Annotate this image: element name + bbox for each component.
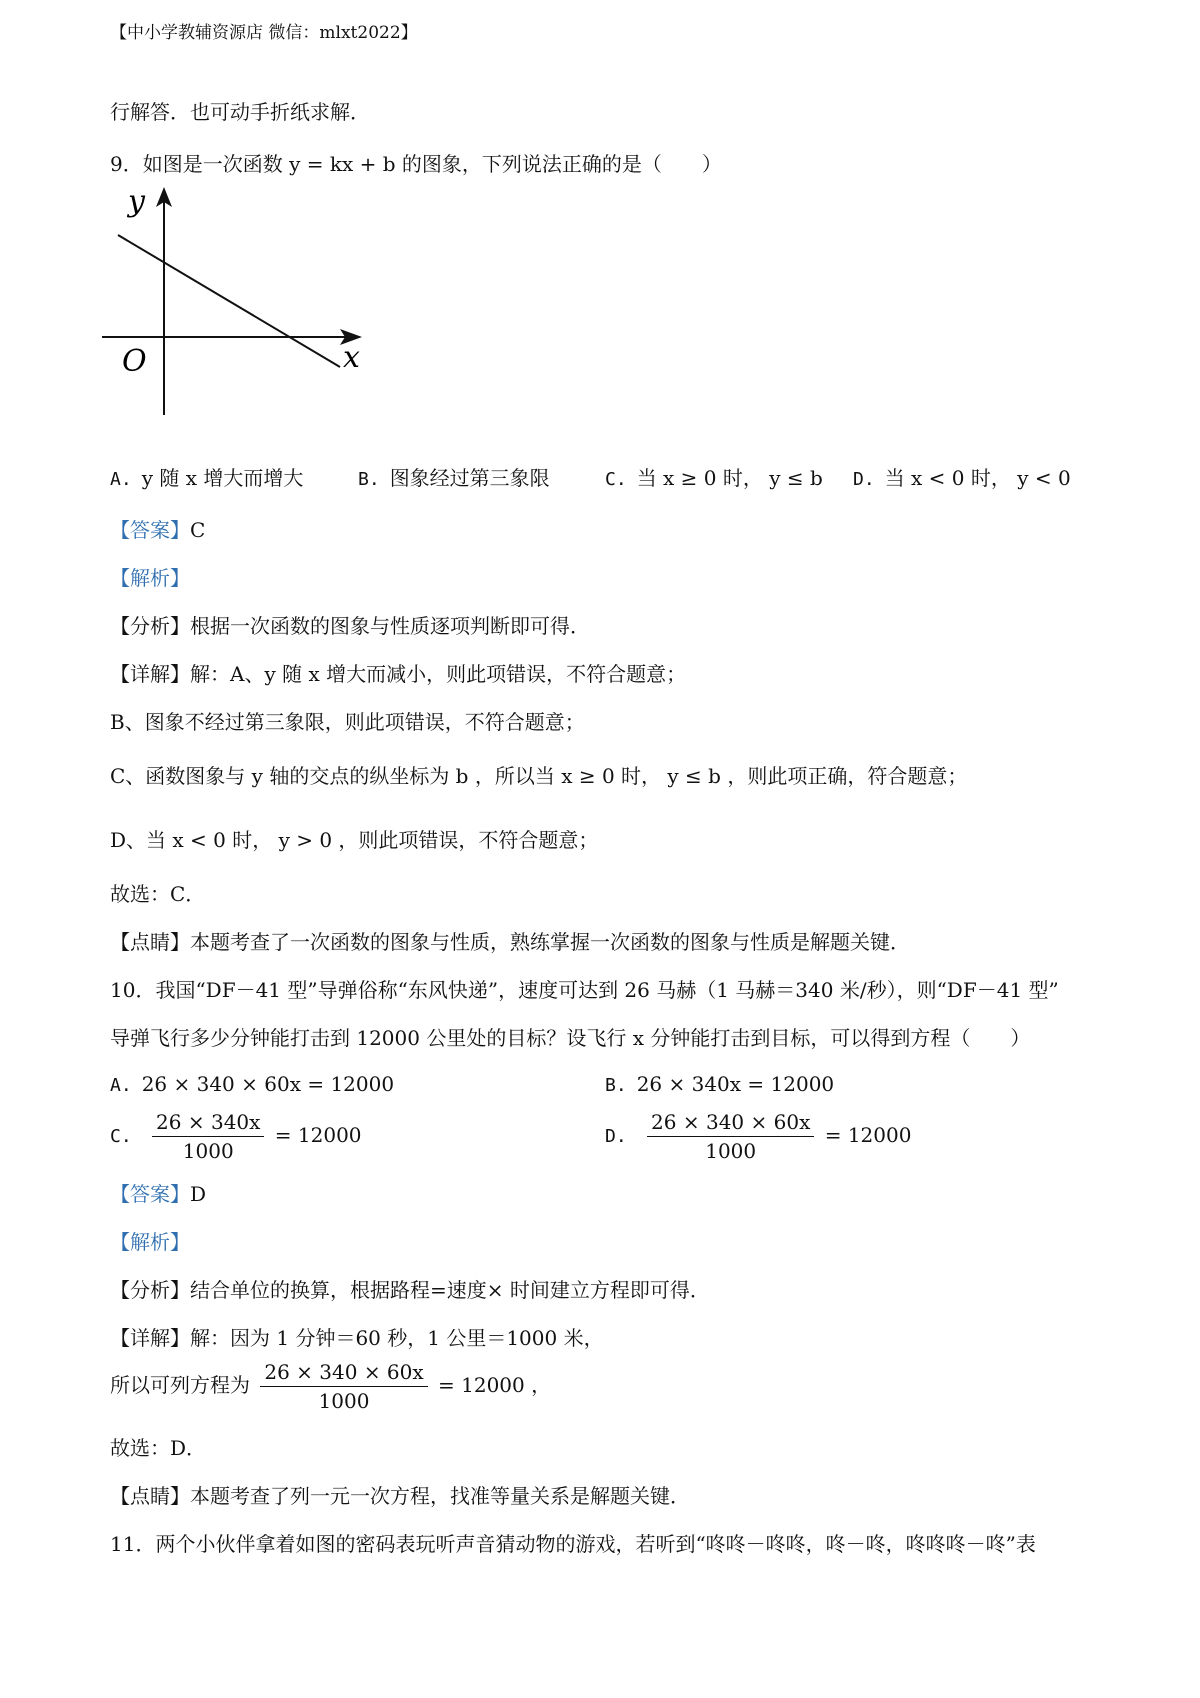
linear-function-graph: [100, 185, 390, 425]
q10-analysis: 【分析】结合单位的换算，根据路程=速度× 时间建立方程即可得．: [110, 1278, 710, 1302]
q10-option-d: D. $\frac{26 \times 340 \times 60x}{1000}$ = 12000: [605, 1110, 912, 1163]
question-10-stem-2: 导弹飞行多少分钟能打击到 12000 公里处的目标？设飞行 x 分钟能打击到目标，可以得到方程（ ）: [110, 1026, 1031, 1050]
q10-choice: 故选：D．: [110, 1436, 207, 1460]
q9-detail-a: 【详解】解：A、y 随 x 增大而减小，则此项错误，不符合题意；: [110, 662, 687, 686]
q9-detail-c: C、函数图象与 y 轴的交点的纵坐标为 b ，所以当 x ≥ 0 时， y ≤ b ，则此项正确，符合题意；: [110, 764, 968, 788]
question-9-stem: 9．如图是一次函数 y = kx + b 的图象，下列说法正确的是（ ）: [110, 152, 722, 176]
q10-option-c-fraction: $\frac{26 \times 340x}{1000}$: [152, 1110, 264, 1163]
q9-option-c: C. 当 x ≥ 0 时， y ≤ b: [605, 466, 823, 490]
q10-equation-fraction: $\frac{26 \times 340 \times 60x}{1000}$: [260, 1360, 427, 1413]
q10-detail: 【详解】解：因为 1 分钟＝60 秒，1 公里＝1000 米，: [110, 1326, 604, 1350]
q9-comment: 【点睛】本题考查了一次函数的图象与性质，熟练掌握一次函数的图象与性质是解题关键．: [110, 930, 910, 954]
q10-option-a: A. 26 × 340 × 60x = 12000: [110, 1072, 395, 1096]
origin-label: O: [122, 344, 147, 379]
q10-option-b: B. 26 × 340x = 12000: [605, 1072, 835, 1096]
q10-answer: 【答案】D: [110, 1182, 207, 1206]
q9-analysis: 【分析】根据一次函数的图象与性质逐项判断即可得．: [110, 614, 590, 638]
q10-option-c: C. $\frac{26 \times 340x}{1000}$ = 12000: [110, 1110, 362, 1163]
q10-equation: 所以可列方程为 $\frac{26 \times 340 \times 60x}{1000}$ = 12000 ，: [110, 1360, 552, 1413]
function-line: [118, 235, 340, 367]
q10-comment: 【点睛】本题考查了列一元一次方程，找准等量关系是解题关键．: [110, 1484, 690, 1508]
q9-option-b: B. 图象经过第三象限: [358, 466, 550, 490]
q9-choice: 故选：C．: [110, 882, 206, 906]
source-header: 【中小学教辅资源店 微信：mlxt2022】: [110, 23, 418, 43]
q9-detail-b: B、图象不经过第三象限，则此项错误，不符合题意；: [110, 710, 585, 734]
q9-option-d: D. 当 x < 0 时， y < 0: [853, 466, 1071, 490]
q9-answer: 【答案】C: [110, 518, 206, 542]
q9-detail-d: D、当 x < 0 时， y > 0 ，则此项错误，不符合题意；: [110, 828, 599, 852]
question-10-stem-1: 10．我国“DF－41 型”导弹俗称“东风快递”，速度可达到 26 马赫（1 马赫＝340 米/秒），则“DF－41 型”: [110, 978, 1059, 1002]
x-axis-label: x: [343, 340, 360, 375]
continuation-text: 行解答．也可动手折纸求解．: [110, 100, 370, 124]
q10-analysis-heading: 【解析】: [110, 1230, 190, 1254]
y-axis-label: y: [128, 185, 145, 219]
q9-analysis-heading: 【解析】: [110, 566, 190, 590]
q10-option-d-fraction: $\frac{26 \times 340 \times 60x}{1000}$: [647, 1110, 814, 1163]
q9-option-a: A. y 随 x 增大而增大: [110, 466, 304, 490]
question-11-stem: 11．两个小伙伴拿着如图的密码表玩听声音猜动物的游戏，若听到“咚咚－咚咚，咚－咚，咚咚咚－咚”表: [110, 1532, 1036, 1556]
